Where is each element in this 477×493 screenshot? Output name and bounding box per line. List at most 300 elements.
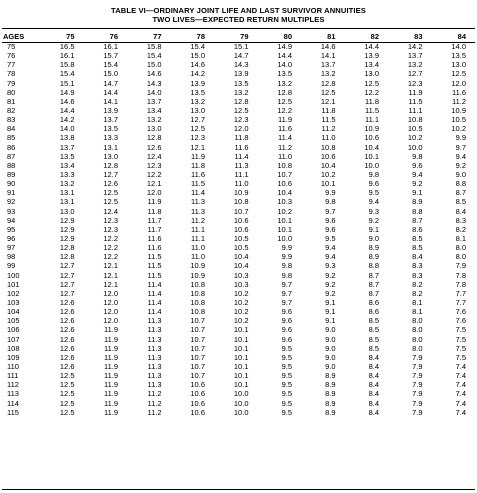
multiple-cell: 8.1 [455,234,466,244]
multiple-cell: 7.4 [455,380,466,390]
multiple-cell: 8.9 [325,380,336,390]
multiple-cell: 13.7 [59,142,75,152]
multiple-cell: 11.4 [277,133,292,143]
multiple-cell: 9.6 [281,325,292,335]
multiple-cell: 9.0 [368,234,379,244]
multiple-cell: 15.0 [146,60,162,70]
multiple-cell: 10.1 [233,325,249,335]
multiple-cell: 10.6 [190,398,205,408]
table-row [2,389,475,398]
multiple-cell: 8.8 [368,261,379,271]
multiple-cell: 12.1 [103,279,118,289]
multiple-cell: 9.4 [325,252,336,262]
table-row [2,408,475,417]
multiple-cell: 9.8 [325,197,336,207]
multiple-cell: 9.5 [281,407,292,417]
multiple-cell: 7.9 [412,389,423,399]
multiple-cell: 11.2 [321,124,336,134]
multiple-cell: 13.5 [103,124,118,134]
multiple-cell: 13.0 [451,60,466,70]
multiple-cell: 11.2 [190,215,205,225]
table-row [2,216,475,225]
multiple-cell: 11.9 [277,115,292,125]
multiple-cell: 11.9 [103,407,118,417]
multiple-cell: 10.6 [277,179,292,189]
annuity-multiples-table [2,30,475,417]
table-row [2,88,475,97]
multiple-cell: 12.0 [103,307,118,317]
table-row [2,344,475,353]
multiple-cell: 9.9 [325,188,336,198]
multiple-cell: 8.0 [455,252,466,262]
age-cell: 82 [7,106,16,116]
multiple-cell: 12.3 [233,115,249,125]
multiple-cell: 9.5 [281,380,292,390]
multiple-cell: 12.5 [364,78,379,88]
age-cell: 105 [7,316,20,326]
multiple-cell: 11.3 [190,197,205,207]
multiple-cell: 12.7 [59,288,75,298]
multiple-cell: 8.5 [368,334,379,344]
multiple-cell: 13.5 [451,51,466,61]
multiple-cell: 9.6 [281,316,292,326]
multiple-cell: 12.9 [59,215,75,225]
multiple-cell: 13.9 [103,106,118,116]
multiple-cell: 15.4 [146,51,162,61]
multiple-cell: 15.1 [59,78,75,88]
table-row [2,243,475,252]
multiple-cell: 10.1 [320,179,336,189]
multiple-cell: 10.3 [277,197,292,207]
multiple-cell: 11.0 [277,151,292,161]
multiple-cell: 12.3 [190,133,205,143]
multiple-cell: 8.4 [368,380,379,390]
table-row [2,115,475,124]
multiple-cell: 14.4 [59,106,75,116]
table-row [2,133,475,142]
multiple-cell: 12.8 [103,160,118,170]
header-row [2,30,475,42]
multiple-cell: 13.2 [59,179,75,189]
multiple-cell: 12.3 [407,78,423,88]
multiple-cell: 9.0 [325,361,336,371]
table-row [2,197,475,206]
table-row [2,362,475,371]
multiple-cell: 14.7 [103,78,118,88]
table-row [2,207,475,216]
multiple-cell: 8.2 [412,288,423,298]
age-cell: 111 [7,371,19,381]
multiple-cell: 12.1 [103,261,118,271]
multiple-cell: 11.6 [147,243,162,253]
multiple-cell: 8.5 [368,316,379,326]
multiple-cell: 11.9 [103,352,118,362]
table-row [2,79,475,88]
multiple-cell: 13.0 [364,69,379,79]
multiple-cell: 12.5 [320,87,336,97]
multiple-cell: 10.9 [190,270,205,280]
multiple-cell: 13.2 [190,96,205,106]
table-row [2,271,475,280]
multiple-cell: 7.5 [455,352,466,362]
multiple-cell: 9.2 [368,215,379,225]
multiple-cell: 12.8 [277,87,292,97]
multiple-cell: 10.0 [364,160,379,170]
multiple-cell: 13.1 [59,197,75,207]
multiple-cell: 12.2 [103,252,118,262]
column-header: 79 [240,31,249,41]
multiple-cell: 10.8 [233,197,249,207]
multiple-cell: 10.8 [190,307,205,317]
table-row [2,152,475,161]
multiple-cell: 9.6 [412,160,423,170]
multiple-cell: 12.1 [146,179,162,189]
multiple-cell: 9.7 [325,206,336,216]
multiple-cell: 11.9 [103,398,118,408]
multiple-cell: 8.9 [325,398,336,408]
table-row [2,325,475,334]
multiple-cell: 10.1 [364,151,379,161]
multiple-cell: 10.7 [190,361,205,371]
multiple-cell: 12.5 [277,96,292,106]
multiple-cell: 10.5 [233,243,249,253]
multiple-cell: 12.5 [103,188,118,198]
multiple-cell: 12.6 [59,343,75,353]
multiple-cell: 12.2 [103,234,118,244]
multiple-cell: 8.6 [412,224,423,234]
multiple-cell: 12.7 [103,170,118,180]
multiple-cell: 8.9 [325,389,336,399]
multiple-cell: 7.5 [455,343,466,353]
multiple-cell: 8.1 [412,298,423,307]
multiple-cell: 13.4 [59,160,75,170]
multiple-cell: 8.2 [412,279,423,289]
multiple-cell: 11.5 [321,115,336,125]
table-row [2,261,475,270]
multiple-cell: 10.5 [407,124,423,134]
multiple-cell: 11.8 [147,206,162,216]
table-row [2,353,475,362]
multiple-cell: 13.2 [320,69,336,79]
multiple-cell: 10.7 [190,343,205,353]
multiple-cell: 13.7 [103,115,118,125]
multiple-cell: 12.1 [320,96,336,106]
multiple-cell: 12.2 [277,106,292,116]
multiple-cell: 8.2 [455,224,466,234]
multiple-cell: 14.6 [190,60,205,70]
table-row [2,316,475,325]
multiple-cell: 12.6 [146,142,162,152]
multiple-cell: 9.2 [325,279,336,289]
multiple-cell: 8.0 [455,243,466,253]
table-row [2,188,475,197]
age-cell: 106 [7,325,20,335]
multiple-cell: 11.3 [147,343,162,353]
age-cell: 78 [7,69,16,79]
multiple-cell: 11.2 [147,398,162,408]
column-header: 82 [370,31,379,41]
multiple-cell: 12.8 [59,243,75,253]
table-row [2,307,475,316]
multiple-cell: 8.9 [368,243,379,253]
table-row [2,252,475,261]
multiple-cell: 10.3 [233,279,249,289]
multiple-cell: 13.5 [277,69,292,79]
column-header: 80 [283,31,292,41]
multiple-cell: 13.5 [190,87,205,97]
age-cell: 85 [7,133,16,143]
multiple-cell: 12.0 [103,316,118,326]
multiple-cell: 10.6 [233,224,249,234]
multiple-cell: 10.5 [451,115,466,125]
multiple-cell: 8.4 [368,361,379,371]
table-row [2,289,475,298]
multiple-cell: 13.3 [59,170,75,180]
multiple-cell: 11.8 [190,160,205,170]
multiple-cell: 8.5 [368,325,379,335]
multiple-cell: 12.5 [59,380,75,390]
multiple-cell: 13.2 [407,60,423,70]
table-row [2,60,475,69]
multiple-cell: 12.5 [233,106,249,116]
multiple-cell: 9.0 [325,343,336,353]
multiple-cell: 10.7 [190,352,205,362]
multiple-cell: 11.3 [147,361,162,371]
multiple-cell: 10.1 [277,215,292,225]
multiple-cell: 8.4 [368,389,379,399]
multiple-cell: 11.0 [234,179,249,189]
multiple-cell: 8.1 [412,307,423,317]
multiple-cell: 7.4 [455,371,466,381]
table-row [2,398,475,407]
age-cell: 107 [7,334,20,344]
table-row [2,106,475,115]
multiple-cell: 12.5 [451,69,466,79]
multiple-cell: 10.8 [277,160,292,170]
multiple-cell: 12.8 [233,96,249,106]
multiple-cell: 11.8 [364,96,379,106]
multiple-cell: 9.2 [325,288,336,298]
multiple-cell: 9.7 [281,288,292,298]
multiple-cell: 7.9 [412,407,423,417]
multiple-cell: 11.0 [190,243,205,253]
multiple-cell: 10.8 [190,288,205,298]
multiple-cell: 10.6 [190,380,205,390]
multiple-cell: 9.3 [325,261,336,271]
multiple-cell: 8.7 [368,270,379,280]
multiple-cell: 11.5 [190,179,205,189]
table-row [2,225,475,234]
multiple-cell: 14.3 [146,78,162,88]
multiple-cell: 14.0 [277,60,292,70]
multiple-cell: 7.9 [412,371,423,381]
multiple-cell: 12.6 [59,298,75,307]
multiple-cell: 13.0 [59,206,75,216]
multiple-cell: 10.9 [233,188,249,198]
age-cell: 110 [7,361,19,371]
table-subtitle: TWO LIVES—EXPECTED RETURN MULTIPLES [152,15,325,24]
multiple-cell: 11.9 [103,343,118,353]
multiple-cell: 10.6 [190,389,205,399]
multiple-cell: 9.1 [325,316,336,326]
multiple-cell: 9.5 [281,398,292,408]
multiple-cell: 10.0 [277,234,292,244]
table-row [2,380,475,389]
multiple-cell: 11.5 [364,106,379,116]
multiple-cell: 11.9 [408,87,423,97]
multiple-cell: 10.2 [233,316,249,326]
table-bottom-rule [2,489,475,490]
age-cell: 112 [7,380,19,390]
multiple-cell: 9.4 [325,243,336,253]
multiple-cell: 12.5 [59,371,75,381]
multiple-cell: 11.9 [103,380,118,390]
multiple-cell: 13.1 [59,188,75,198]
multiple-cell: 7.9 [412,361,423,371]
multiple-cell: 11.5 [408,96,423,106]
multiple-cell: 9.2 [325,270,336,280]
multiple-cell: 8.9 [368,252,379,262]
multiple-cell: 10.4 [233,252,249,262]
multiple-cell: 12.6 [59,325,75,335]
multiple-cell: 10.8 [190,298,205,307]
multiple-cell: 11.7 [147,215,162,225]
age-cell: 109 [7,352,20,362]
multiple-cell: 8.3 [455,215,466,225]
table-row [2,97,475,106]
age-cell: 101 [7,279,20,289]
multiple-cell: 13.4 [364,60,379,70]
multiple-cell: 16.1 [59,51,75,61]
multiple-cell: 9.4 [455,151,466,161]
multiple-cell: 9.5 [368,188,379,198]
multiple-cell: 12.6 [59,334,75,344]
multiple-cell: 9.6 [325,215,336,225]
age-cell: 77 [7,60,16,70]
multiple-cell: 12.7 [59,261,75,271]
multiple-cell: 11.5 [147,270,162,280]
column-header: 77 [153,31,162,41]
multiple-cell: 7.9 [412,398,423,408]
multiple-cell: 12.3 [146,160,162,170]
multiple-cell: 15.0 [103,69,118,79]
multiple-cell: 9.0 [325,352,336,362]
multiple-cell: 10.5 [233,234,249,244]
multiple-cell: 10.6 [233,215,249,225]
multiple-cell: 7.4 [455,389,466,399]
multiple-cell: 11.4 [234,151,249,161]
multiple-cell: 11.1 [190,234,205,244]
multiple-cell: 10.2 [233,288,249,298]
table-row [2,179,475,188]
age-cell: 95 [7,224,16,234]
multiple-cell: 7.6 [455,316,466,326]
multiple-cell: 7.4 [455,398,466,408]
multiple-cell: 11.3 [147,352,162,362]
multiple-cell: 10.4 [277,188,292,198]
age-cell: 114 [7,398,19,408]
multiple-cell: 11.6 [234,142,249,152]
multiple-cell: 13.3 [103,133,118,143]
multiple-cell: 10.9 [364,124,379,134]
multiple-cell: 10.2 [407,133,423,143]
age-cell: 97 [7,243,16,253]
multiple-cell: 9.8 [412,151,423,161]
multiple-cell: 15.4 [103,60,118,70]
age-cell: 92 [7,197,16,207]
multiple-cell: 12.5 [190,124,205,134]
multiple-cell: 9.8 [281,270,292,280]
multiple-cell: 15.4 [59,69,75,79]
multiple-cell: 11.9 [103,371,118,381]
multiple-cell: 9.1 [325,307,336,317]
multiple-cell: 14.1 [103,96,118,106]
multiple-cell: 8.5 [412,234,423,244]
multiple-cell: 12.5 [59,389,75,399]
multiple-cell: 12.7 [190,115,205,125]
multiple-cell: 10.8 [190,279,205,289]
multiple-cell: 9.5 [281,361,292,371]
multiple-cell: 11.8 [234,133,249,143]
multiple-cell: 14.4 [103,87,118,97]
age-cell: 98 [7,252,16,262]
multiple-cell: 10.6 [320,151,336,161]
multiple-cell: 7.8 [455,270,466,280]
table-row [2,161,475,170]
age-cell: 104 [7,307,20,317]
multiple-cell: 9.5 [281,343,292,353]
multiple-cell: 12.8 [59,252,75,262]
multiple-cell: 9.1 [325,298,336,307]
multiple-cell: 10.7 [277,170,292,180]
multiple-cell: 9.7 [455,142,466,152]
multiple-cell: 8.4 [368,398,379,408]
multiple-cell: 11.2 [451,96,466,106]
column-header: 81 [327,31,336,41]
multiple-cell: 11.2 [147,407,162,417]
multiple-cell: 7.6 [455,307,466,317]
multiple-cell: 11.6 [190,170,205,180]
multiple-cell: 9.9 [281,243,292,253]
multiple-cell: 12.4 [146,151,162,161]
multiple-cell: 8.4 [455,206,466,216]
multiple-cell: 7.9 [455,261,466,271]
multiple-cell: 10.0 [233,389,249,399]
multiple-cell: 12.0 [233,124,249,134]
table-row [2,143,475,152]
multiple-cell: 13.5 [233,78,249,88]
table-row [2,298,475,307]
multiple-cell: 10.4 [233,261,249,271]
multiple-cell: 11.9 [103,334,118,344]
age-cell: 90 [7,179,16,189]
multiple-cell: 11.3 [190,206,205,216]
multiple-cell: 12.6 [59,352,75,362]
table-row [2,69,475,78]
multiple-cell: 10.2 [233,298,249,307]
multiple-cell: 10.8 [320,142,336,152]
multiple-cell: 8.4 [368,352,379,362]
multiple-cell: 10.0 [407,142,423,152]
multiple-cell: 13.7 [146,96,162,106]
multiple-cell: 8.5 [412,243,423,253]
multiple-cell: 8.0 [412,343,423,353]
multiple-cell: 8.6 [368,298,379,307]
multiple-cell: 13.2 [146,115,162,125]
age-cell: 81 [7,96,16,106]
multiple-cell: 12.5 [103,197,118,207]
multiple-cell: 11.1 [190,224,205,234]
